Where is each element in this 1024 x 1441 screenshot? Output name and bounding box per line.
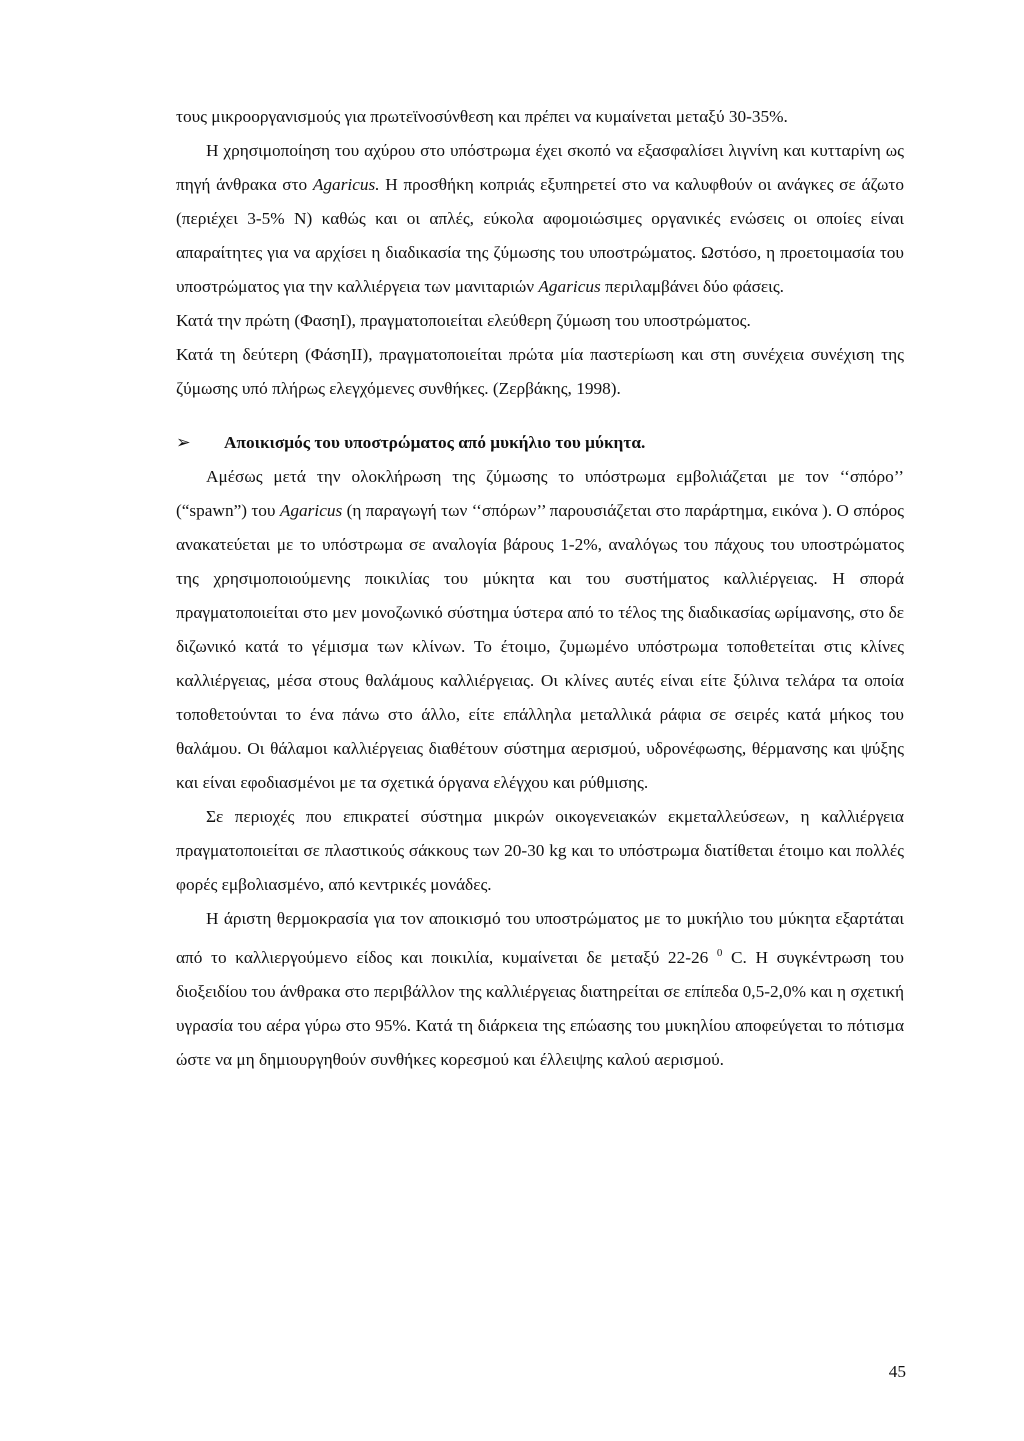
paragraph-straw-substrate [176, 134, 904, 304]
page-number: 45 [888, 1362, 906, 1381]
document-body [176, 100, 904, 1077]
paragraph-spawning [176, 460, 904, 800]
paragraph-phase-two [176, 338, 904, 406]
paragraph-temperature [176, 902, 904, 1077]
degree-superscript: 0 [716, 947, 723, 959]
paragraph-text: Κατά την πρώτη (ΦασηΙ), πραγματοποιείται ελεύθερη ζύμωση του υποστρώματος. [176, 311, 751, 330]
paragraph-text: C. Η συγκέντρωση του διοξειδίου του άνθρακα στο περιβάλλον της καλλιέργειας διατηρείται σε επίπεδα 0,5-2,0% και η σχετική υγρασία του αέρα γύρω στο 95%. Κατά τη διάρκεια της επώασης του μυκηλίου αποφεύγεται το πότισμα ώστε να μη δημιουργηθούν συνθήκες κορεσμού και έλλειψης καλού αερισμού. [176, 947, 904, 1069]
paragraph-family-farms [176, 800, 904, 902]
paragraph-text: (η παραγωγή των ‘‘σπόρων’’ παρουσιάζεται στο παράρτημα, εικόνα ). Ο σπόρος ανακατεύεται με το υπόστρωμα σε αναλογία βάρους 1-2%, αναλόγως του πάχους του υποστρώματος της χρησιμοποιούμενης ποικιλίας του μύκητα και του συστήματος καλλιέργειας. Η σπορά πραγματοποιείται στο μεν μονοζωνικό σύστημα ύστερα από το τέλος της διαδικασίας ωρίμανσης, στο δε διζωνικό κατά το γέμισμα των κλίνων. Το έτοιμο, ζυμωμένο υπόστρωμα τοποθετείται στις κλίνες καλλιέργειας, μέσα στους θαλάμους καλλιέργειας. Οι κλίνες αυτές είναι είτε ξύλινα τελάρα τα οποία τοποθετούνται το ένα πάνω στο άλλο, είτε επάλληλα μεταλλικά ράφια σε σειρές κατά μήκος του θαλάμου. Οι θάλαμοι καλλιέργειας διαθέτουν σύστημα αερισμού, υδρονέφωσης, θέρμανσης και ψύξης και είναι εφοδιασμένοι με τα σχετικά όργανα ελέγχου και ρύθμισης. [176, 501, 905, 792]
paragraph-text: τους μικροοργανισμούς για πρωτεϊνοσύνθεση και πρέπει να κυμαίνεται μεταξύ 30-35%. [176, 107, 788, 126]
paragraph-text: Η άριστη θερμοκρασία για τον αποικισμό του υποστρώματος με το μυκήλιο του μύκητα εξαρτάται από το καλλιεργούμενο είδος και ποικιλία, κυμαίνεται δε μεταξύ 22-26 [176, 909, 904, 967]
paragraph-text: Σε περιοχές που επικρατεί σύστημα μικρών οικογενειακών εκμεταλλεύσεων, η καλλιέργεια πραγματοποιείται σε πλαστικούς σάκκους των 20-30 kg και το υπόστρωμα διατίθεται έτοιμο και πολλές φορές εμβολιασμένο, από κεντρικές μονάδες. [176, 807, 904, 894]
paragraph-text: περιλαμβάνει δύο φάσεις. [600, 277, 784, 296]
paragraph-text: Η προσθήκη κοπριάς εξυπηρετεί στο να καλυφθούν οι ανάγκες σε άζωτο (περιέχει 3-5% N) καθώς και οι απλές, εύκολα αφομοιώσιμες οργανικές ενώσεις οι οποίες είναι απαραίτητες για να αρχίσει η διαδικασία της ζύμωσης του υποστρώματος. Ωστόσο, η προετοιμασία του υποστρώματος για την καλλιέργεια των μανιταριών [176, 175, 904, 296]
paragraph-continuation [176, 100, 904, 134]
paragraph-phase-one [176, 304, 904, 338]
species-name: Agaricus [538, 277, 601, 296]
paragraph-text: Η χρησιμοποίηση του αχύρου στο υπόστρωμα έχει σκοπό να εξασφαλίσει λιγνίνη και κυτταρίνη ως πηγή άνθρακα στο [176, 141, 904, 194]
species-name: Agaricus [279, 501, 343, 520]
section-heading-text: Αποικισμός του υποστρώματος από μυκήλιο του μύκητα. [224, 433, 646, 452]
arrow-bullet-icon: ➢ [176, 433, 191, 452]
paragraph-text: Κατά τη δεύτερη (ΦάσηΙΙ), πραγματοποιείται πρώτα μία παστερίωση και στη συνέχεια συνέχιση της ζύμωσης υπό πλήρως ελεγχόμενες συνθήκες. (Ζερβάκης, 1998). [176, 345, 904, 398]
paragraph-text: Αμέσως μετά την ολοκλήρωση της ζύμωσης το υπόστρωμα εμβολιάζεται με τον ‘‘σπόρο’’ (“spawn”) του [176, 467, 904, 520]
section-heading [176, 426, 904, 460]
species-name: Agaricus. [312, 175, 380, 194]
